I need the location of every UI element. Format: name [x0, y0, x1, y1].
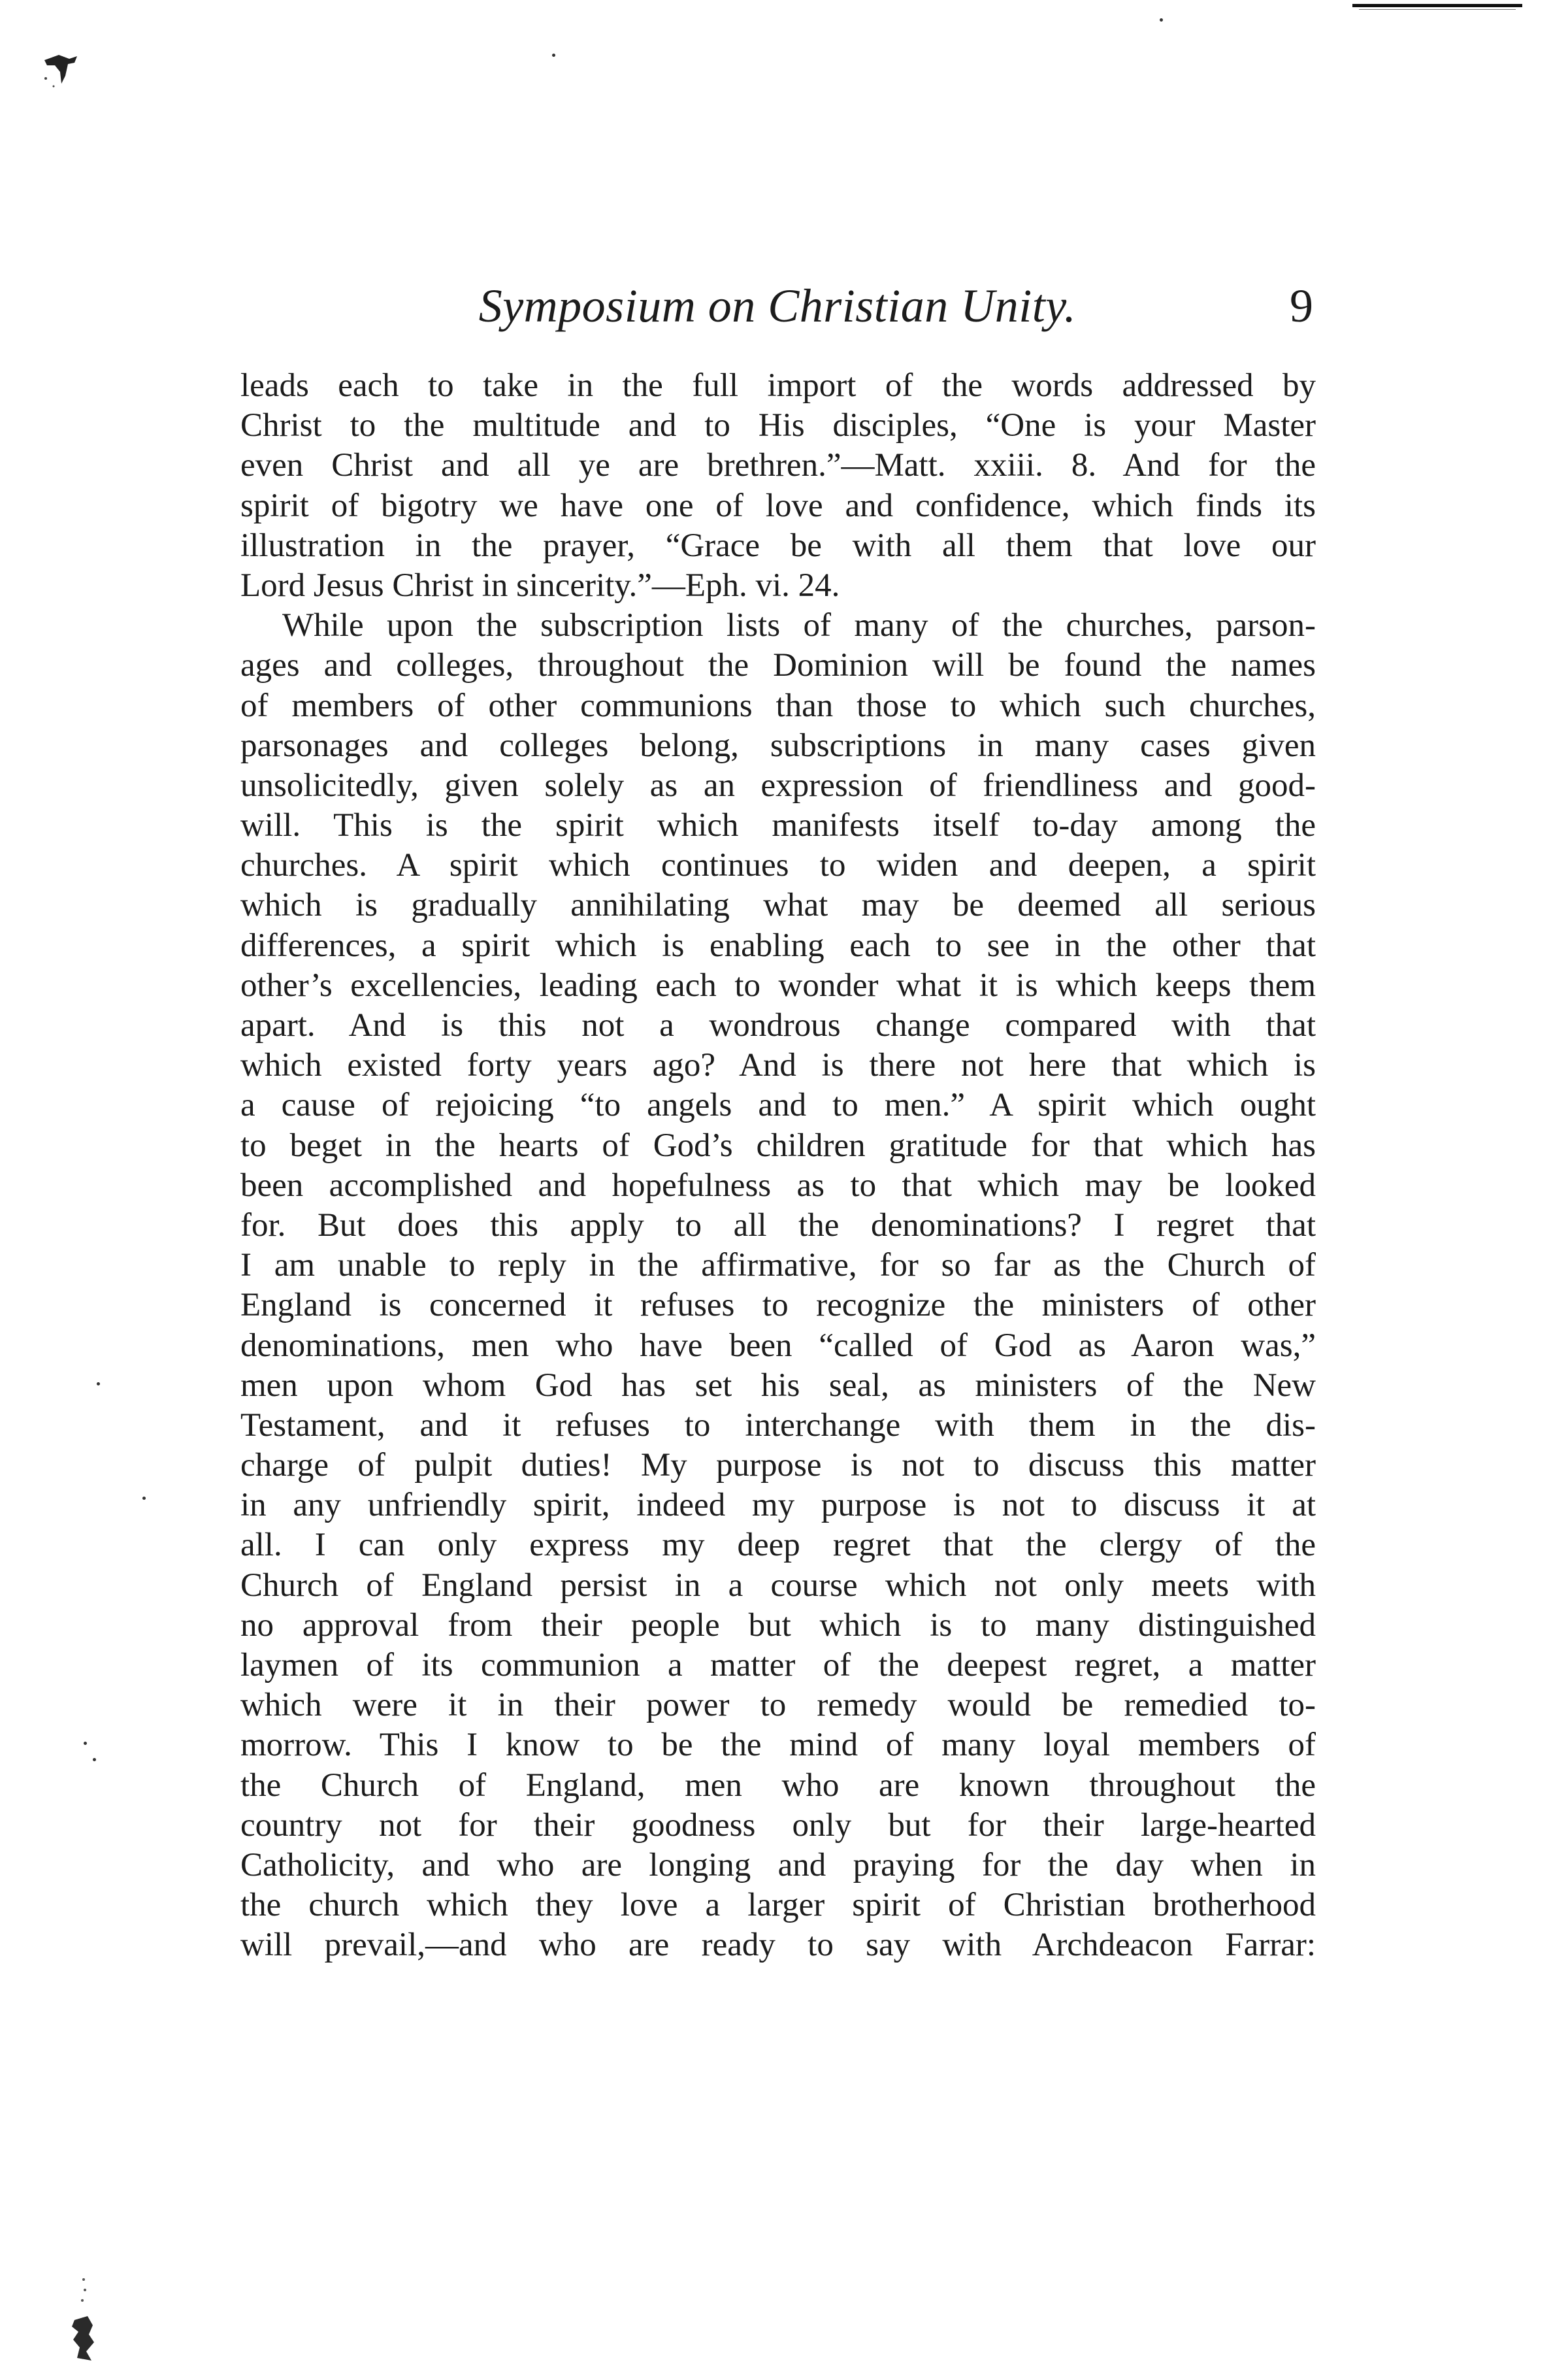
text-line: the Church of England, men who are known throughout the — [240, 1766, 1316, 1804]
text-line: I am unable to reply in the affirmative, for so far as the Church of — [240, 1247, 1316, 1284]
text-line: country not for their goodness only but for their large-hearted — [240, 1806, 1316, 1844]
text-line: denominations, men who have been “called of God as Aaron was,” — [240, 1327, 1316, 1364]
corner-ink-mark-icon — [39, 46, 85, 91]
margin-speck — [93, 1758, 96, 1761]
running-head — [242, 273, 1313, 345]
margin-speck — [1160, 18, 1163, 22]
margin-speck — [142, 1497, 146, 1500]
paragraph-2 — [240, 606, 1316, 1965]
text-line: been accomplished and hopefulness as to that which may be looked — [240, 1167, 1316, 1204]
top-rule-thin — [1359, 9, 1516, 10]
text-line: apart. And is this not a wondrous change compared with that — [240, 1007, 1316, 1044]
text-line: even Christ and all ye are brethren.”—Matt. xxiii. 8. And for the — [240, 447, 1316, 484]
text-line: parsonages and colleges belong, subscriptions in many cases given — [240, 727, 1316, 764]
text-line: Church of England persist in a course which not only meets with — [240, 1567, 1316, 1604]
bottom-ink-mark-icon — [57, 2274, 110, 2366]
text-line: ages and colleges, throughout the Dominion will be found the names — [240, 647, 1316, 684]
text-line: spirit of bigotry we have one of love and confidence, which finds its — [240, 487, 1316, 524]
running-title: Symposium on Christian Unity. — [478, 280, 1077, 332]
text-line: Testament, and it refuses to interchange with them in the dis- — [240, 1406, 1316, 1444]
text-line: illustration in the prayer, “Grace be with all them that love our — [240, 527, 1316, 564]
margin-speck — [552, 54, 555, 57]
text-line: which existed forty years ago? And is there not here that which is — [240, 1047, 1316, 1084]
text-line: the church which they love a larger spirit of Christian brotherhood — [240, 1887, 1316, 1924]
text-line: will. This is the spirit which manifests itself to-day among the — [240, 807, 1316, 844]
text-line: men upon whom God has set his seal, as ministers of the New — [240, 1367, 1316, 1404]
text-line: laymen of its communion a matter of the deepest regret, a matter — [240, 1647, 1316, 1683]
text-line: a cause of rejoicing “to angels and to men.” A spirit which ought — [240, 1087, 1316, 1124]
text-line: to beget in the hearts of God’s children gratitude for that which has — [240, 1127, 1316, 1164]
text-line: which is gradually annihilating what may be deemed all serious — [240, 887, 1316, 924]
text-line: of members of other communions than those to which such churches, — [240, 687, 1316, 724]
text-line: in any unfriendly spirit, indeed my purpose is not to discuss it at — [240, 1487, 1316, 1524]
text-line: will prevail,—and who are ready to say with Archdeacon Farrar: — [240, 1927, 1316, 1964]
text-line: differences, a spirit which is enabling each to see in the other that — [240, 927, 1316, 964]
text-line: charge of pulpit duties! My purpose is not to discuss this matter — [240, 1447, 1316, 1484]
text-line: Christ to the multitude and to His disciples, “One is your Master — [240, 407, 1316, 444]
text-line: While upon the subscription lists of many of the churches, parson- — [282, 607, 1316, 644]
text-line: no approval from their people but which is to many distinguished — [240, 1606, 1316, 1644]
text-line: leads each to take in the full import of the words addressed by — [240, 367, 1316, 404]
text-line: churches. A spirit which continues to widen and deepen, a spirit — [240, 847, 1316, 884]
body-text — [240, 366, 1316, 1966]
text-line: all. I can only express my deep regret that the clergy of the — [240, 1527, 1316, 1564]
text-line: which were it in their power to remedy would be remedied to- — [240, 1687, 1316, 1724]
text-line: Catholicity, and who are longing and praying for the day when in — [240, 1846, 1316, 1883]
text-line: Lord Jesus Christ in sincerity.”—Eph. vi. 24. — [240, 567, 840, 604]
page-number: 9 — [1290, 280, 1313, 332]
text-line: other’s excellencies, leading each to wonder what it is which keeps them — [240, 967, 1316, 1004]
paragraph-1 — [240, 366, 1316, 606]
margin-speck — [97, 1382, 100, 1385]
top-rule — [1352, 4, 1522, 7]
text-line: morrow. This I know to be the mind of many loyal members of — [240, 1727, 1316, 1764]
text-line: unsolicitedly, given solely as an expression of friendliness and good- — [240, 767, 1316, 804]
text-line: for. But does this apply to all the denominations? I regret that — [240, 1206, 1316, 1244]
margin-speck — [84, 1742, 87, 1745]
text-line: England is concerned it refuses to recognize the ministers of other — [240, 1287, 1316, 1324]
